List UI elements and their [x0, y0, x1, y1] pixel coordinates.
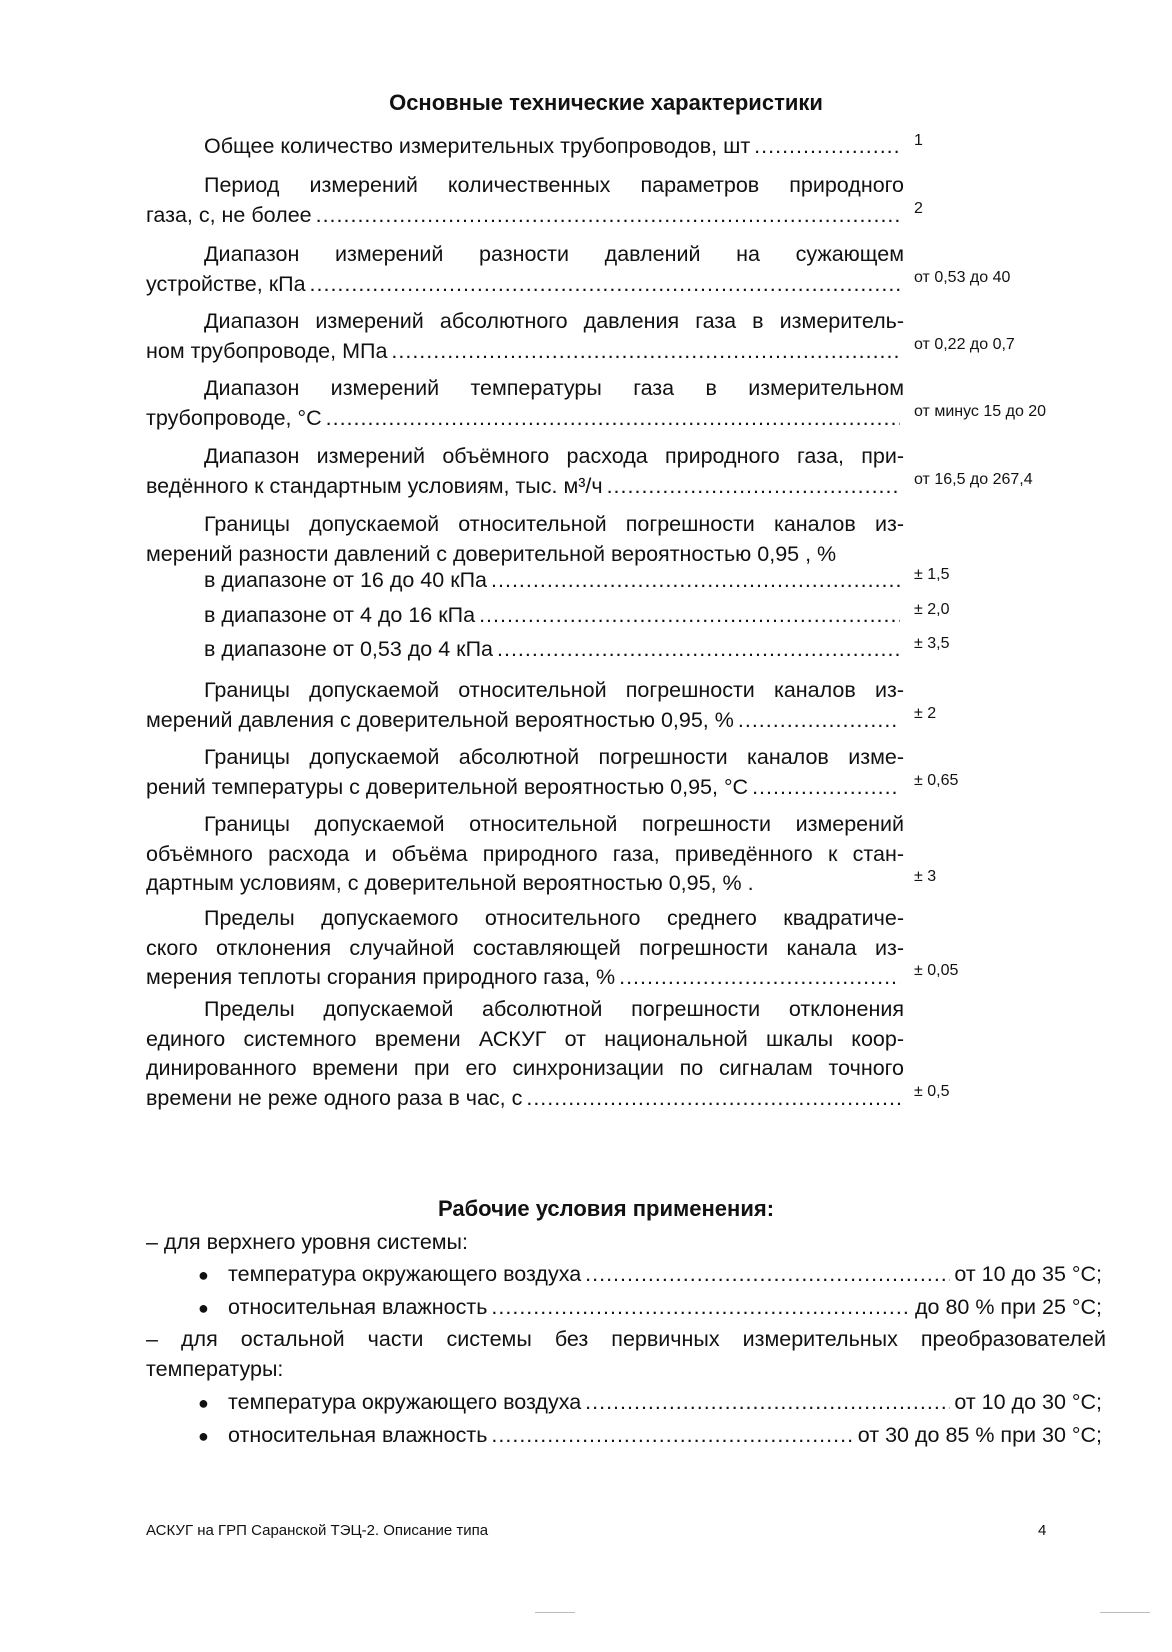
spec-text: мерения теплоты сгорания природного газа, %: [146, 965, 616, 989]
condition-label: относительная влажность: [228, 1295, 488, 1319]
conditions-group-label-line: – для остальной части системы без первичных измерительных преобразователей: [146, 1327, 1106, 1351]
spec-text: Границы допускаемой относительной погрешности каналов из-: [204, 512, 904, 536]
spec-subitem: [204, 637, 904, 662]
section-title: Основные технические характеристики: [389, 90, 823, 115]
scan-artifact: [535, 1612, 575, 1613]
spec-text: Период измерений количественных параметров природного: [204, 173, 904, 197]
spec-value: ± 3: [914, 868, 937, 885]
spec-item: [146, 307, 904, 366]
condition-row: [198, 1262, 1102, 1287]
spec-value: ± 1,5: [914, 566, 950, 583]
spec-text: объёмного расхода и объёма природного газа, приведённого к стан-: [146, 841, 904, 866]
spec-text: в диапазоне от 0,53 до 4 кПа: [204, 637, 493, 661]
spec-text: Диапазон измерений разности давлений на сужающем: [204, 242, 904, 266]
bullet-icon: ●: [198, 1393, 209, 1413]
spec-text: Пределы допускаемого относительного среднего квадратиче-: [204, 906, 904, 930]
spec-text: времени не реже одного раза в час, с: [146, 1085, 523, 1110]
spec-item: [146, 995, 904, 1113]
spec-text: в диапазоне от 16 до 40 кПа: [204, 568, 488, 592]
condition-label: температура окружающего воздуха: [228, 1390, 582, 1414]
condition-row: [198, 1295, 1102, 1320]
spec-value: ± 0,5: [914, 1083, 950, 1100]
spec-value: ± 3,5: [914, 635, 950, 652]
condition-row: [198, 1423, 1102, 1448]
spec-text: Границы допускаемой относительной погрешности каналов из-: [204, 678, 904, 702]
spec-text: трубопроводе, °С: [146, 405, 322, 430]
condition-value: от 10 до 35 °С;: [954, 1262, 1102, 1286]
condition-label: температура окружающего воздуха: [228, 1262, 582, 1286]
spec-value: от 0,53 до 40: [914, 269, 1011, 286]
spec-subitem: [204, 603, 904, 628]
spec-text: Границы допускаемой относительной погрешности измерений: [204, 812, 904, 836]
spec-text: Пределы допускаемой абсолютной погрешности отклонения: [204, 997, 904, 1021]
footer-page-number: 4: [1038, 1522, 1047, 1539]
spec-text: дартным условиям, с доверительной вероятностью 0,95, % .: [146, 871, 754, 895]
conditions-group-label: – для верхнего уровня системы:: [146, 1230, 468, 1254]
spec-text: устройстве, кПа: [146, 271, 306, 296]
spec-text: ведённого к стандартным условиям, тыс. м³/ч: [146, 473, 603, 498]
condition-value: от 10 до 30 °С;: [954, 1390, 1102, 1414]
footer-document-title: АСКУГ на ГРП Саранской ТЭЦ-2. Описание типа: [146, 1522, 489, 1539]
spec-value: ± 2,0: [914, 601, 950, 618]
spec-text: мерений давления с доверительной вероятностью 0,95, %: [146, 707, 734, 732]
spec-text: газа, с, не более: [146, 202, 312, 227]
spec-text: Диапазон измерений объёмного расхода природного газа, при-: [204, 444, 904, 468]
conditions-group-label-line: температуры:: [146, 1356, 284, 1381]
bullet-icon: ●: [198, 1265, 209, 1285]
condition-value: до 80 % при 25 °С;: [914, 1295, 1102, 1319]
spec-value: от 0,22 до 0,7: [914, 336, 1015, 353]
condition-value: от 30 до 85 % при 30 °С;: [857, 1423, 1102, 1447]
spec-item: [146, 676, 904, 735]
spec-text: Диапазон измерений температуры газа в измерительном: [204, 376, 904, 400]
spec-item: [146, 810, 904, 899]
spec-item: [146, 510, 904, 569]
spec-text: мерений разности давлений с доверительной вероятностью 0,95 , %: [146, 541, 837, 566]
conditions-title: Рабочие условия применения:: [437, 1196, 775, 1221]
spec-text: ского отклонения случайной составляющей погрешности канала из-: [146, 935, 904, 960]
spec-item: [146, 374, 904, 433]
spec-value: ± 0,05: [914, 962, 959, 979]
spec-item: [146, 743, 904, 802]
spec-item: [146, 132, 904, 162]
spec-text: динированного времени при его синхронизации по сигналам точного: [146, 1056, 904, 1080]
bullet-icon: ●: [198, 1298, 209, 1318]
spec-item: [146, 171, 904, 230]
spec-value: от минус 15 до 20: [914, 403, 1047, 420]
spec-text: Диапазон измерений абсолютного давления газа в измеритель-: [204, 309, 904, 333]
spec-subitem: [204, 568, 904, 593]
spec-item: [146, 904, 904, 993]
spec-text: Границы допускаемой абсолютной погрешности каналов изме-: [204, 745, 904, 769]
scan-artifact: [1100, 1612, 1150, 1613]
spec-text: ном трубопроводе, МПа: [146, 338, 388, 363]
spec-value: ± 0,65: [914, 772, 959, 789]
bullet-icon: ●: [198, 1426, 209, 1446]
spec-text: в диапазоне от 4 до 16 кПа: [204, 603, 476, 627]
spec-text: Общее количество измерительных трубопроводов, шт: [204, 134, 751, 158]
spec-text: единого системного времени АСКУГ от национальной шкалы коор-: [146, 1026, 904, 1051]
spec-item: [146, 442, 904, 501]
spec-item: [146, 240, 904, 299]
spec-value: 1: [914, 132, 923, 149]
condition-label: относительная влажность: [228, 1423, 488, 1447]
conditions-group-label: [146, 1325, 1106, 1384]
spec-value: 2: [914, 200, 923, 217]
spec-value: от 16,5 до 267,4: [914, 471, 1033, 488]
spec-text: рений температуры с доверительной вероятностью 0,95, °С: [146, 774, 749, 799]
spec-value: ± 2: [914, 705, 937, 722]
condition-row: [198, 1390, 1102, 1415]
